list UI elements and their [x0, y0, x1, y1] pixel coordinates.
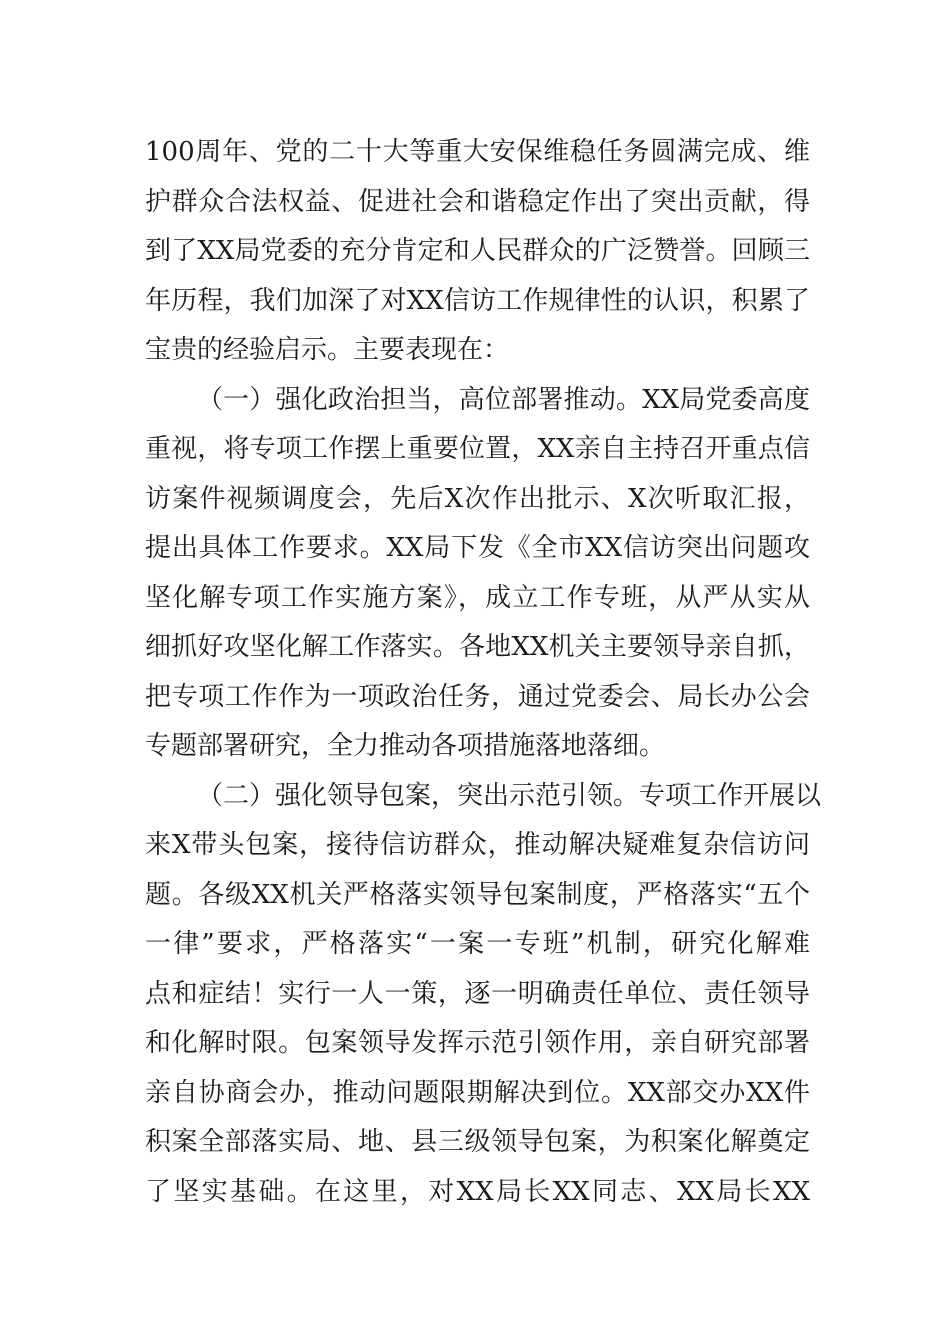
section-heading-line: （二）强化领导包案，突出示范引领。专项工作开展以 [197, 780, 822, 811]
text-line: 一律”要求，严格落实“一案一专班”机制，研究化解难 [145, 929, 810, 959]
text-line: 专题部署研究，全力推动各项措施落地落细。 [145, 731, 666, 761]
text-line: 积案全部落实局、地、县三级领导包案，为积案化解奠定 [145, 1127, 810, 1157]
text-line: 坚化解专项工作实施方案》，成立工作专班，从严从实从 [145, 582, 810, 613]
text-line: 了坚实基础。在这里，对XX局长XX同志、XX局长XX [145, 1176, 810, 1207]
text-line: 亲自协商会办，推动问题限期解决到位。XX部交办XX件 [145, 1077, 810, 1108]
text-line: 年历程，我们加深了对XX信访工作规律性的认识，积累了 [145, 285, 810, 316]
text-line: 重视，将专项工作摆上重要位置，XX亲自主持召开重点信 [145, 434, 810, 464]
text-line: 护群众合法权益、促进社会和谐稳定作出了突出贡献，得 [145, 186, 810, 217]
text-line: 提出具体工作要求。XX局下发《全市XX信访突出问题攻 [145, 533, 810, 563]
text-line: 把专项工作作为一项政治任务，通过党委会、局长办公会 [145, 681, 810, 712]
text-line: 宝贵的经验启示。主要表现在： [145, 335, 510, 365]
text-line: 和化解时限。包案领导发挥示范引领作用，亲自研究部署 [145, 1028, 810, 1058]
section-heading-line: （一）强化政治担当，高位部署推动。XX局党委高度 [197, 384, 810, 415]
text-line: 题。各级XX机关严格落实领导包案制度，严格落实“五个 [145, 879, 810, 910]
text-line: 细抓好攻坚化解工作落实。各地XX机关主要领导亲自抓， [145, 632, 810, 662]
document-body [145, 128, 822, 1217]
text-line: 100周年、党的二十大等重大安保维稳任务圆满完成、维 [145, 137, 810, 167]
text-line: 来X带头包案，接待信访群众，推动解决疑难复杂信访问 [145, 830, 810, 860]
text-line: 到了XX局党委的充分肯定和人民群众的广泛赞誉。回顾三 [145, 236, 810, 266]
text-line: 访案件视频调度会，先后X次作出批示、X次听取汇报， [145, 483, 810, 514]
text-line: 点和症结！实行一人一策，逐一明确责任单位、责任领导 [145, 978, 810, 1009]
